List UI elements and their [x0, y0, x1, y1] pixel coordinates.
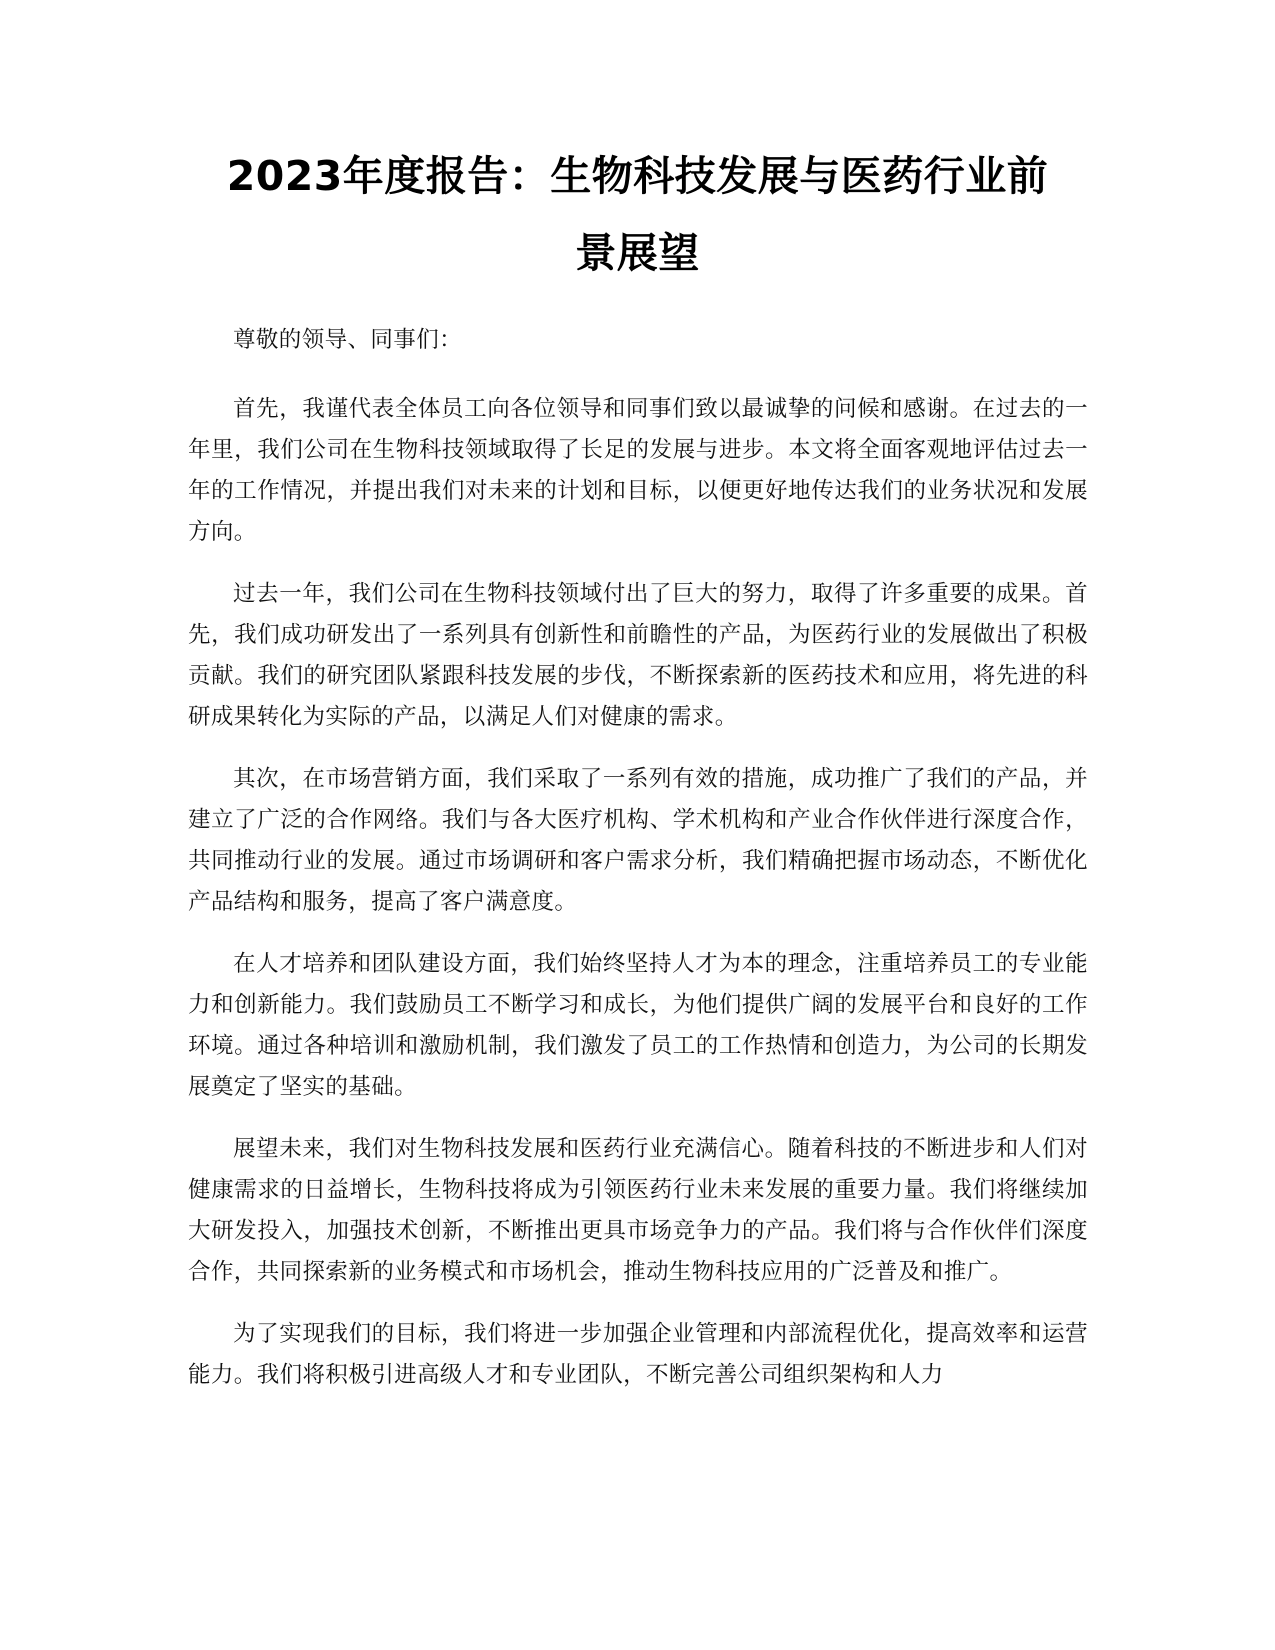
paragraph-5: 展望未来，我们对生物科技发展和医药行业充满信心。随着科技的不断进步和人们对健康需求的日益增长，生物科技将成为引领医药行业未来发展的重要力量。我们将继续加大研发投入，加强技术创新，不断推出更具市场竞争力的产品。我们将与合作伙伴们深度合作，共同探索新的业务模式和市场机会，推动生物科技应用的广泛普及和推广。 — [188, 1136, 1088, 1285]
paragraph-1: 首先，我谨代表全体员工向各位领导和同事们致以最诚挚的问候和感谢。在过去的一年里，我们公司在生物科技领域取得了长足的发展与进步。本文将全面客观地评估过去一年的工作情况，并提出我们对未来的计划和目标，以便更好地传达我们的业务状况和发展方向。 — [188, 396, 1088, 545]
document-title-line-1: 2023年度报告：生物科技发展与医药行业前 — [226, 152, 1049, 200]
document-title-line-2: 景展望 — [575, 229, 700, 277]
paragraph-4: 在人才培养和团队建设方面，我们始终坚持人才为本的理念，注重培养员工的专业能力和创新能力。我们鼓励员工不断学习和成长，为他们提供广阔的发展平台和良好的工作环境。通过各种培训和激励机制，我们激发了员工的工作热情和创造力，为公司的长期发展奠定了坚实的基础。 — [188, 951, 1088, 1100]
document-title — [170, 138, 1105, 292]
document-body — [188, 320, 1088, 1417]
salutation: 尊敬的领导、同事们： — [233, 327, 463, 353]
paragraph-2: 过去一年，我们公司在生物科技领域付出了巨大的努力，取得了许多重要的成果。首先，我们成功研发出了一系列具有创新性和前瞻性的产品，为医药行业的发展做出了积极贡献。我们的研究团队紧跟科技发展的步伐，不断探索新的医药技术和应用，将先进的科研成果转化为实际的产品，以满足人们对健康的需求。 — [188, 581, 1088, 730]
paragraph-3: 其次，在市场营销方面，我们采取了一系列有效的措施，成功推广了我们的产品，并建立了广泛的合作网络。我们与各大医疗机构、学术机构和产业合作伙伴进行深度合作，共同推动行业的发展。通过市场调研和客户需求分析，我们精确把握市场动态，不断优化产品结构和服务，提高了客户满意度。 — [188, 766, 1088, 915]
paragraph-6: 为了实现我们的目标，我们将进一步加强企业管理和内部流程优化，提高效率和运营能力。我们将积极引进高级人才和专业团队，不断完善公司组织架构和人力 — [188, 1321, 1088, 1388]
